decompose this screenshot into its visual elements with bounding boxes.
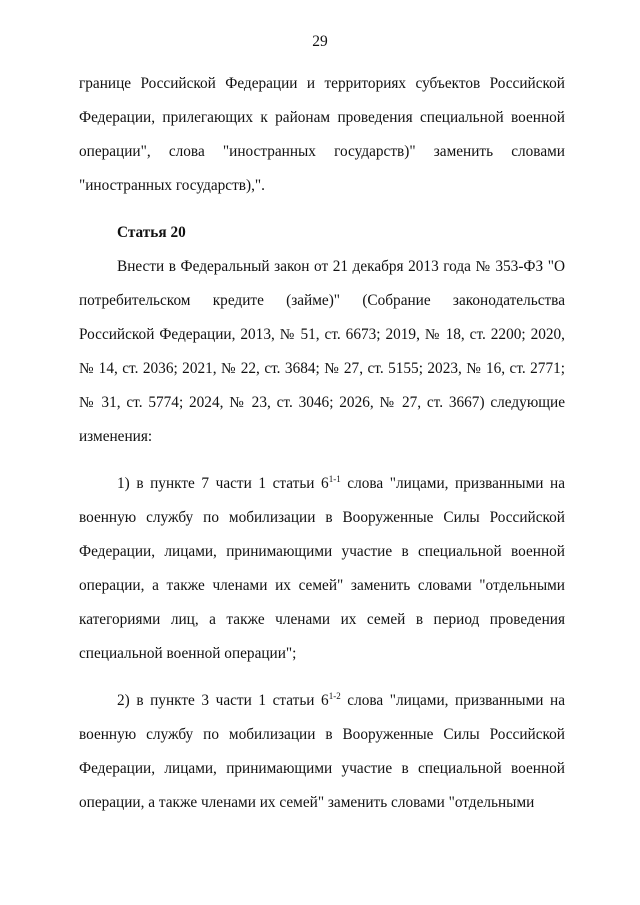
item-1-text-start: 1) в пункте 7 части 1 статьи 6 — [117, 475, 329, 492]
item-2-text-end: слова "лицами, призванными на военную службу по мобилизации в Вооруженные Силы Российской Федерации, лицами, принимающими участие в специальной военной операции, а также членами их семей" заменить словами "отдельными — [79, 692, 565, 811]
paragraph-article-intro: Внести в Федеральный закон от 21 декабря 2013 года № 353-ФЗ "О потребительском кредите (займе)" (Собрание законодательства Российской Федерации, 2013, № 51, ст. 6673; 2019, № 18, ст. 2200; 2020, № 14, ст. 2036; 2021, № 22, ст. 3684; № 27, ст. 5155; 2023, № 16, ст. 2771; № 31, ст. 5774; 2024, № 23, ст. 3046; 2026, № 27, ст. 3667) следующие изменения: — [79, 258, 565, 445]
item-2-superscript: 1-2 — [328, 691, 341, 701]
page-number: 29 — [312, 33, 328, 50]
item-1-text-end: слова "лицами, призванными на военную службу по мобилизации в Вооруженные Силы Российской Федерации, лицами, принимающими участие в специальной военной операции, а также членами их семей" заменить словами "отдельными категориями лиц, а также членами их семей в период проведения специальной военной операции"; — [79, 475, 565, 662]
item-2-text-start: 2) в пункте 3 части 1 статьи 6 — [117, 692, 329, 709]
item-1-superscript: 1-1 — [328, 474, 341, 484]
article-heading: Статья 20 — [117, 224, 186, 241]
paragraph-continuation: границе Российской Федерации и территориях субъектов Российской Федерации, прилегающих к районам проведения специальной военной операции", слова "иностранных государств)" заменить словами "иностранных государств),". — [79, 75, 565, 194]
document-body — [79, 67, 565, 820]
paragraph-item-2 — [79, 684, 565, 820]
paragraph-item-1 — [79, 467, 565, 671]
